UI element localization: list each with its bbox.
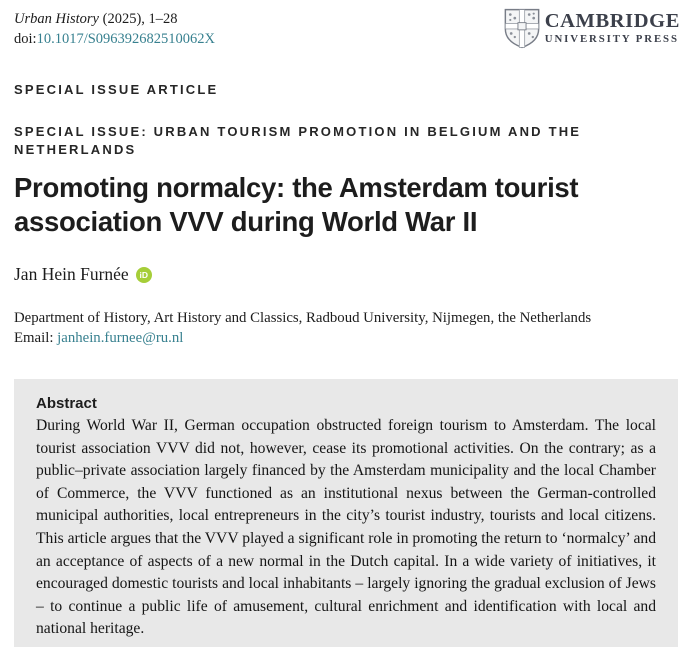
publisher-name [545, 11, 680, 46]
author-name: Jan Hein Furnée [14, 264, 129, 284]
article-title: Promoting normalcy: the Amsterdam tourist association VVV during World War II [14, 172, 579, 237]
publisher-name-line1: CAMBRIDGE [544, 10, 680, 32]
publisher-name-line2: UNIVERSITY PRESS [544, 33, 679, 45]
cambridge-shield-icon [504, 8, 540, 49]
abstract-body: During World War II, German occupation obstructed foreign tourism to Amsterdam. The local tourist association VVV did not, however, cease its promotional activities. On the contrary; as a public–private association largely financed by the Amsterdam municipality and the local Chamber of Commerce, the VVV functioned as an institutional nexus between the German-controlled municipal authorities, local entrepreneurs in the city’s tourist industry, tourists and local citizens. This article argues that the VVV played a significant role in promoting the return to ‘normalcy’ and an acceptance of aspects of a new normal in the Dutch capital. In a wide variety of initiatives, it encouraged domestic tourists and local inhabitants – largely ignoring the gradual exclusion of Jews – to continue a public life of amusement, cultural enrichment and identification with local and national heritage. [36, 417, 656, 638]
email-link[interactable]: janhein.furnee@ru.nl [57, 330, 184, 346]
journal-issue-info: (2025), 1–28 [99, 11, 178, 27]
email-label: Email: [14, 330, 58, 346]
journal-meta [14, 10, 215, 49]
orcid-icon[interactable]: iD [136, 267, 152, 283]
journal-name: Urban History [14, 11, 99, 27]
doi-line [14, 30, 215, 49]
article-type-label: SPECIAL ISSUE ARTICLE [14, 82, 219, 97]
abstract-heading: Abstract [36, 395, 97, 412]
doi-link[interactable]: 10.1017/S096392682510062X [36, 31, 216, 47]
page-header [14, 10, 678, 49]
journal-citation [14, 10, 215, 29]
doi-label: doi: [14, 31, 37, 47]
email-line [14, 328, 678, 348]
special-issue-label: SPECIAL ISSUE: URBAN TOURISM PROMOTION IN BELGIUM AND THE NETHERLANDS [14, 124, 582, 157]
author-row [14, 264, 678, 285]
abstract-box [14, 379, 678, 647]
author-affiliation: Department of History, Art History and Classics, Radboud University, Nijmegen, the Netherlands [14, 310, 592, 326]
cambridge-logo [504, 8, 680, 49]
